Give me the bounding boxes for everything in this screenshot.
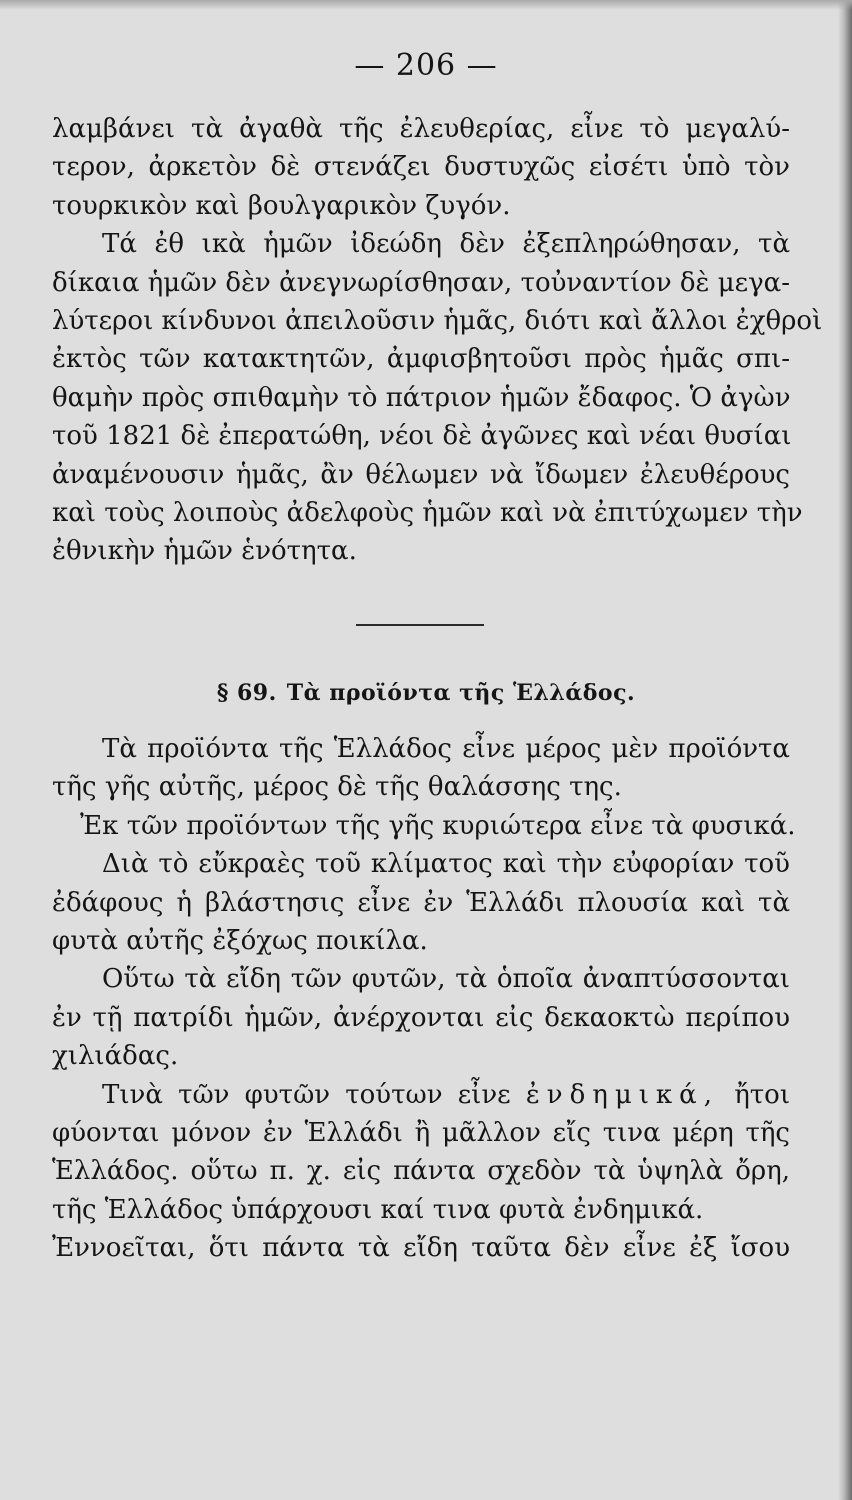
text-line-spaced: [52, 1076, 790, 1114]
text-line: τουρκικὸν καὶ βουλγαρικὸν ζυγόν.: [52, 190, 511, 221]
text-line: Ἐκ τῶν προϊόντων τῆς γῆς κυριώτερα εἶνε τὰ φυσικά.: [80, 810, 796, 841]
text-line: ἐν τῇ πατρίδι ἡμῶν, ἀνέρχονται εἰς δεκαοκτὼ περίπου: [52, 1002, 790, 1033]
spaced-term: ἐνδημικά,: [525, 1079, 719, 1110]
text-line: ἐδάφους ἡ βλάστησις εἶνε ἐν Ἑλλάδι πλουσία καὶ τὰ: [52, 887, 790, 918]
bottom-paragraphs: [52, 730, 796, 1268]
text-line: ἀναμένουσιν ἡμᾶς, ἂν θέλωμεν νὰ ἴδωμεν ἐλευθέρους: [52, 459, 790, 490]
section-number: § 69.: [216, 680, 277, 706]
text-line: φυτὰ αὐτῆς ἐξόχως ποικίλα.: [52, 926, 428, 957]
top-paragraphs: [52, 110, 823, 571]
text-line: φύονται μόνον ἐν Ἑλλάδι ἢ μᾶλλον εἴς τινα μέρη τῆς: [52, 1118, 790, 1149]
text-line: ἐθνικὴν ἡμῶν ἑνότητα.: [52, 536, 357, 567]
text-line: θαμὴν πρὸς σπιθαμὴν τὸ πάτριον ἡμῶν ἔδαφος. Ὁ ἀγὼν: [52, 382, 791, 413]
text-line: δίκαια ἡμῶν δὲν ἀνεγνωρίσθησαν, τοὐναντίον δὲ μεγα-: [52, 267, 791, 298]
text-line: τῆς Ἑλλάδος ὑπάρχουσι καί τινα φυτὰ ἐνδημικά.: [52, 1194, 704, 1225]
text-fragment: Τινὰ τῶν φυτῶν τούτων εἶνε: [102, 1079, 511, 1110]
text-line: χιλιάδας.: [52, 1041, 179, 1072]
text-line: τερον, ἀρκετὸν δὲ στενάζει δυστυχῶς εἰσέτι ὑπὸ τὸν: [52, 152, 790, 183]
text-line: Ἑλλάδος. οὕτω π. χ. εἰς πάντα σχεδὸν τὰ ὑψηλὰ ὄρη,: [52, 1156, 790, 1187]
text-line: Οὕτω τὰ εἴδη τῶν φυτῶν, τὰ ὁποῖα ἀναπτύσσονται: [102, 964, 790, 995]
text-line: τοῦ 1821 δὲ ἐπερατώθη, νέοι δὲ ἀγῶνες καὶ νέαι θυσίαι: [52, 421, 792, 452]
text-line: λύτεροι κίνδυνοι ἀπειλοῦσιν ἡμᾶς, διότι καὶ ἄλλοι ἐχθροὶ: [52, 306, 823, 337]
text-line: λαμβάνει τὰ ἀγαθὰ τῆς ἐλευθερίας, εἶνε τὸ μεγαλύ-: [52, 114, 790, 144]
text-line: καὶ τοὺς λοιποὺς ἀδελφοὺς ἡμῶν καὶ νὰ ἐπιτύχωμεν τὴν: [52, 498, 803, 529]
text-line: τῆς γῆς αὐτῆς, μέρος δὲ τῆς θαλάσσης της.: [52, 772, 622, 803]
text-line: Διὰ τὸ εὔκραὲς τοῦ κλίματος καὶ τὴν εὐφορίαν τοῦ: [102, 849, 790, 880]
text-fragment: ἤτοι: [734, 1079, 791, 1110]
section-divider: [356, 624, 484, 626]
text-line: Τὰ προϊόντα τῆς Ἑλλάδος εἶνε μέρος μὲν προϊόντα: [102, 734, 790, 764]
page-number: — 206 —: [354, 48, 498, 83]
text-line: ἐκτὸς τῶν κατακτητῶν, ἀμφισβητοῦσι πρὸς ἡμᾶς σπι-: [52, 344, 790, 375]
text-line: Ἐννοεῖται, ὅτι πάντα τὰ εἴδη ταῦτα δὲν εἶνε ἐξ ἴσου: [52, 1233, 790, 1264]
section-heading: [0, 680, 852, 706]
text-line: Τά ἐθ ικὰ ἡμῶν ἰδεώδη δὲν ἐξεπληρώθησαν, τὰ: [102, 229, 790, 260]
section-title: Τὰ προϊόντα τῆς Ἑλλάδος.: [286, 680, 636, 706]
